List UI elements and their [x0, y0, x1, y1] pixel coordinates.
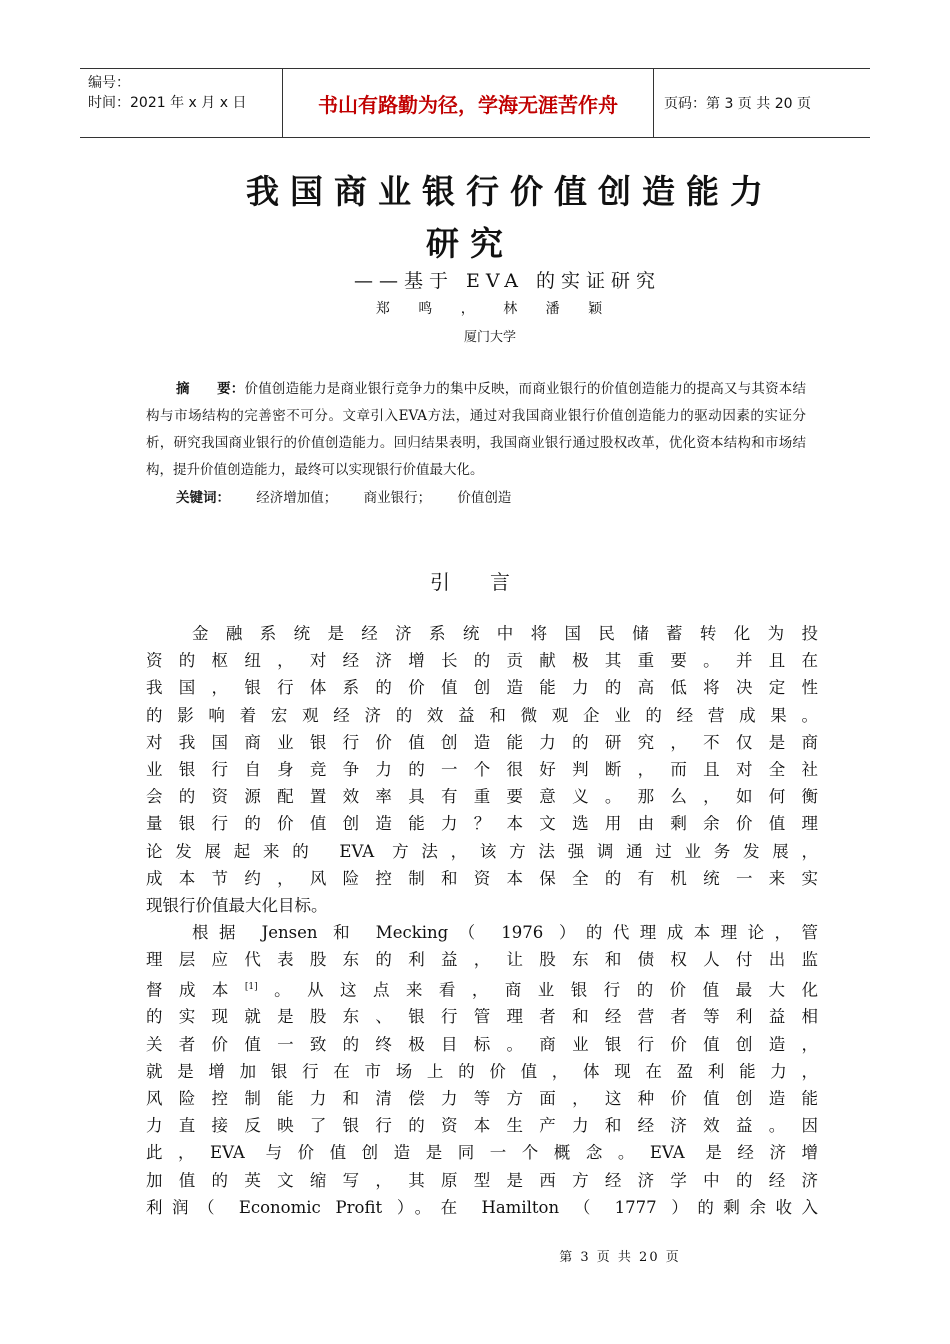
header-table — [80, 68, 870, 138]
number-label: 编号： — [88, 75, 130, 91]
title-line-1: 我国商业银行价值创造能力 — [246, 172, 774, 211]
body-line: 业银行自身竞争力的一个很好判断，而且对全社 — [146, 760, 818, 780]
body-line: 现银行价值最大化目标。 — [146, 896, 328, 916]
body-line: 力直接反映了银行的资本生产力和经济效益。因 — [146, 1116, 818, 1136]
body-line: 量银行的价值创造能力？本文选用由剩余价值理 — [146, 814, 818, 834]
keywords-label: 关键词： — [176, 490, 230, 506]
body-fragment: 督成本 — [146, 980, 245, 1000]
header-motto: 书山有路勤为径，学海无涯苦作舟 — [282, 69, 654, 137]
header-page-info: 页码：第 3 页 共 20 页 — [664, 96, 811, 112]
header-meta — [80, 69, 282, 137]
body-line: 成本节约，风险控制和资本保全的有机统一来实 — [146, 868, 818, 888]
affiliation: 厦门大学 — [463, 330, 516, 345]
abstract-text: 价值创造能力是商业银行竞争力的集中反映，而商业银行的价值创造能力的提高又与其资本结构与市场结构的完善密不可分。文章引入EVA方法，通过对我国商业银行价值创造能力的驱动因素的实证分析，研究我国商业银行的价值创造能力。回归结果表明，我国商业银行通过股权改革，优化资本结构和市场结构，提升价值创造能力，最终可以实现银行价值最大化。 — [146, 381, 806, 478]
keyword-item: 经济增加值； — [256, 490, 338, 506]
body-line: 理层应代表股东的利益，让股东和债权人付出监 — [146, 950, 818, 970]
authors: 郑 鸣 ， 林 潘 颖 — [375, 301, 615, 317]
keyword-item: 商业银行； — [363, 490, 432, 506]
body-line: 我国，银行体系的价值创造能力的高低将决定性 — [146, 678, 818, 698]
citation-mark[interactable]: [1] — [244, 981, 258, 992]
body-line: 的影响着宏观经济的效益和微观企业的经营成果。 — [146, 705, 818, 725]
body-line: 关者价值一致的终极目标。商业银行价值创造， — [146, 1034, 818, 1054]
keyword-item: 价值创造 — [457, 490, 512, 506]
body-line: 此，EVA 与价值创造是同一个概念。EVA 是经济增 — [146, 1143, 818, 1163]
keywords — [176, 486, 511, 506]
abstract-label: 摘 要： — [176, 381, 245, 397]
body-line-with-citation — [146, 974, 818, 1004]
section-title: 引言 — [430, 570, 550, 594]
body-line: 的实现就是股东、银行管理者和经营者等利益相 — [146, 1007, 818, 1027]
abstract — [146, 376, 806, 484]
body-line: 资的枢纽，对经济增长的贡献极其重要。并且在 — [146, 651, 818, 671]
body-line: 利润（ Economic Profit ）。在 Hamilton （ 1777 ）的剩余收入 — [146, 1197, 818, 1217]
subtitle: ——基于 EVA 的实证研究 — [353, 270, 662, 292]
body-text — [146, 620, 818, 1221]
title-line-2: 研究 — [426, 224, 514, 263]
body-line: 金融系统是经济系统中将国民储蓄转化为投 — [192, 624, 818, 643]
body-line: 对我国商业银行价值创造能力的研究，不仅是商 — [146, 732, 818, 752]
body-line: 根据 Jensen 和 Mecking（ 1976 ）的代理成本理论，管 — [192, 923, 818, 943]
body-fragment: 。从这点来看，商业银行的价值最大化 — [257, 980, 819, 1000]
body-line: 加值的英文缩写，其原型是西方经济学中的经济 — [146, 1170, 818, 1190]
body-line: 论发展起来的 EVA 方法，该方法强调通过业务发展， — [146, 841, 818, 861]
time-label: 时间：2021 年 x 月 x 日 — [88, 95, 247, 111]
body-line: 会的资源配置效率具有重要意义。那么，如何衡 — [146, 787, 818, 807]
body-line: 就是增加银行在市场上的价值，体现在盈利能力， — [146, 1061, 818, 1081]
page-footer: 第 3 页 共 20 页 — [559, 1250, 681, 1265]
body-line: 风险控制能力和清偿力等方面，这种价值创造能 — [146, 1088, 818, 1108]
